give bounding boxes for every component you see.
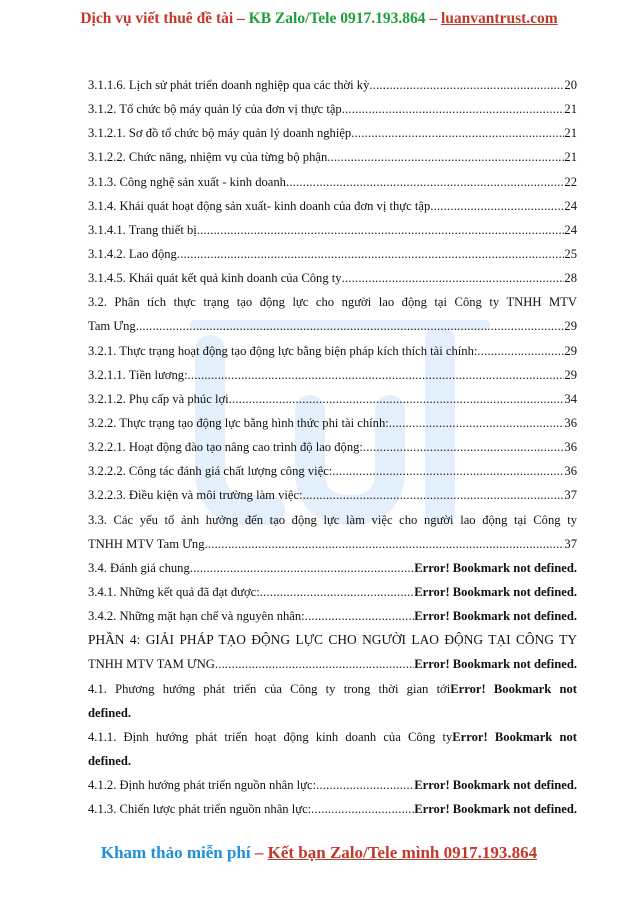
toc-entry[interactable]: 3.1.1.6. Lịch sử phát triển doanh nghiệp qua các thời kỳ ..... 20 — [88, 73, 577, 97]
footer-separator: – — [254, 843, 264, 862]
header-separator: – — [237, 10, 245, 27]
toc-entry[interactable]: 3.2.2. Thực trạng tạo động lực bằng hình thức phi tài chính: ..... 36 — [88, 411, 577, 435]
footer-contact-link[interactable]: Kết bạn Zalo/Tele mình 0917.193.864 — [267, 843, 538, 862]
toc-entry[interactable]: 3.4. Đánh giá chung ..... Error! Bookmark not defined. — [88, 556, 577, 580]
footer-free-reference-text: Kham thảo miễn phí — [100, 843, 251, 862]
page-footer — [0, 843, 638, 863]
toc-entry[interactable]: 4.1.3. Chiến lược phát triển nguồn nhân lực: ..... Error! Bookmark not defined. — [88, 797, 577, 821]
toc-entry[interactable]: 3.1.4.2. Lao động ..... 25 — [88, 242, 577, 266]
toc-entry[interactable]: 3.4.2. Những mặt hạn chế và nguyên nhân: ..... Error! Bookmark not defined. — [88, 604, 577, 628]
header-website-link[interactable]: luanvantrust.com — [440, 10, 558, 27]
toc-entry[interactable]: TNHH MTV Tam Ưng ..... 37 — [88, 532, 577, 556]
toc-entry[interactable] — [88, 701, 577, 725]
toc-entry[interactable]: 3.4.1. Những kết quả đã đạt được: ..... Error! Bookmark not defined. — [88, 580, 577, 604]
toc-entry[interactable]: 3.1.2.1. Sơ đồ tổ chức bộ máy quản lý doanh nghiệp ..... 21 — [88, 121, 577, 145]
toc-entry[interactable]: 3.1.4.5. Khái quát kết quả kinh doanh của Công ty ..... 28 — [88, 266, 577, 290]
toc-entry[interactable]: 3.2.2.1. Hoạt động đào tạo nâng cao trình độ lao động: ..... 36 — [88, 435, 577, 459]
toc-entry-line[interactable]: 4.1. Phương hướng phát triển của Công ty trong thời gian tớiError! Bookmark not — [88, 681, 577, 696]
bookmark-error-text: Error! Bookmark not defined. — [414, 609, 577, 624]
toc-entry-line[interactable]: 3.3. Các yếu tố ảnh hưởng đến tạo động lực làm việc cho người lao động tại Công ty — [88, 512, 577, 527]
toc-entry[interactable]: 3.2.2.3. Điều kiện và môi trường làm việc: ..... 37 — [88, 483, 577, 507]
toc-entry-line[interactable]: 4.1.1. Định hướng phát triển hoạt động kinh doanh của Công tyError! Bookmark not — [88, 729, 577, 744]
toc-entry[interactable]: 3.2.1.2. Phụ cấp và phúc lợi ..... 34 — [88, 387, 577, 411]
toc-entry[interactable]: 3.2.1. Thực trạng hoạt động tạo động lực bằng biện pháp kích thích tài chính: ..... 29 — [88, 339, 577, 363]
toc-entry[interactable]: 3.1.4.1. Trang thiết bị ..... 24 — [88, 218, 577, 242]
bookmark-error-text: defined. — [88, 705, 132, 720]
toc-entry-line[interactable]: PHẦN 4: GIẢI PHÁP TẠO ĐỘNG LỰC CHO NGƯỜI LAO ĐỘNG TẠI CÔNG TY — [88, 632, 577, 648]
header-contact-text: KB Zalo/Tele 0917.193.864 — [248, 10, 426, 27]
page-header — [0, 10, 638, 28]
bookmark-error-text: Error! Bookmark not defined. — [414, 657, 577, 672]
bookmark-error-text: Error! Bookmark not defined. — [414, 802, 577, 817]
toc-entry[interactable]: 3.2.1.1. Tiền lương: ..... 29 — [88, 363, 577, 387]
bookmark-error-text: Error! Bookmark not defined. — [414, 560, 577, 575]
toc-entry[interactable]: Tam Ưng ..... 29 — [88, 314, 577, 338]
toc-entry[interactable]: 4.1.2. Định hướng phát triển nguồn nhân lực: ..... Error! Bookmark not defined. — [88, 773, 577, 797]
header-separator: – — [429, 10, 438, 27]
toc-entry[interactable] — [88, 749, 577, 773]
toc-entry[interactable]: 3.1.3. Công nghệ sản xuất - kinh doanh ..... 22 — [88, 170, 577, 194]
toc-entry[interactable]: TNHH MTV TAM ƯNG ..... Error! Bookmark not defined. — [88, 652, 577, 676]
toc-entry[interactable]: 3.1.4. Khái quát hoạt động sản xuất- kinh doanh của đơn vị thực tập ..... 24 — [88, 194, 577, 218]
bookmark-error-text: defined. — [88, 753, 132, 768]
toc-entry-line[interactable]: 3.2. Phân tích thực trạng tạo động lực cho người lao động tại Công ty TNHH MTV — [88, 295, 577, 310]
bookmark-error-text: Error! Bookmark not defined. — [414, 778, 577, 793]
toc-entry[interactable]: 3.2.2.2. Công tác đánh giá chất lượng công việc: ..... 36 — [88, 459, 577, 483]
header-service-text: Dịch vụ viết thuê đề tài — [80, 10, 234, 27]
toc-entry[interactable]: 3.1.2. Tổ chức bộ máy quản lý của đơn vị thực tập ..... 21 — [88, 97, 577, 121]
bookmark-error-text: Error! Bookmark not defined. — [414, 584, 577, 599]
table-of-contents — [88, 73, 577, 821]
toc-entry[interactable]: 3.1.2.2. Chức năng, nhiệm vụ của từng bộ phận ..... 21 — [88, 145, 577, 169]
